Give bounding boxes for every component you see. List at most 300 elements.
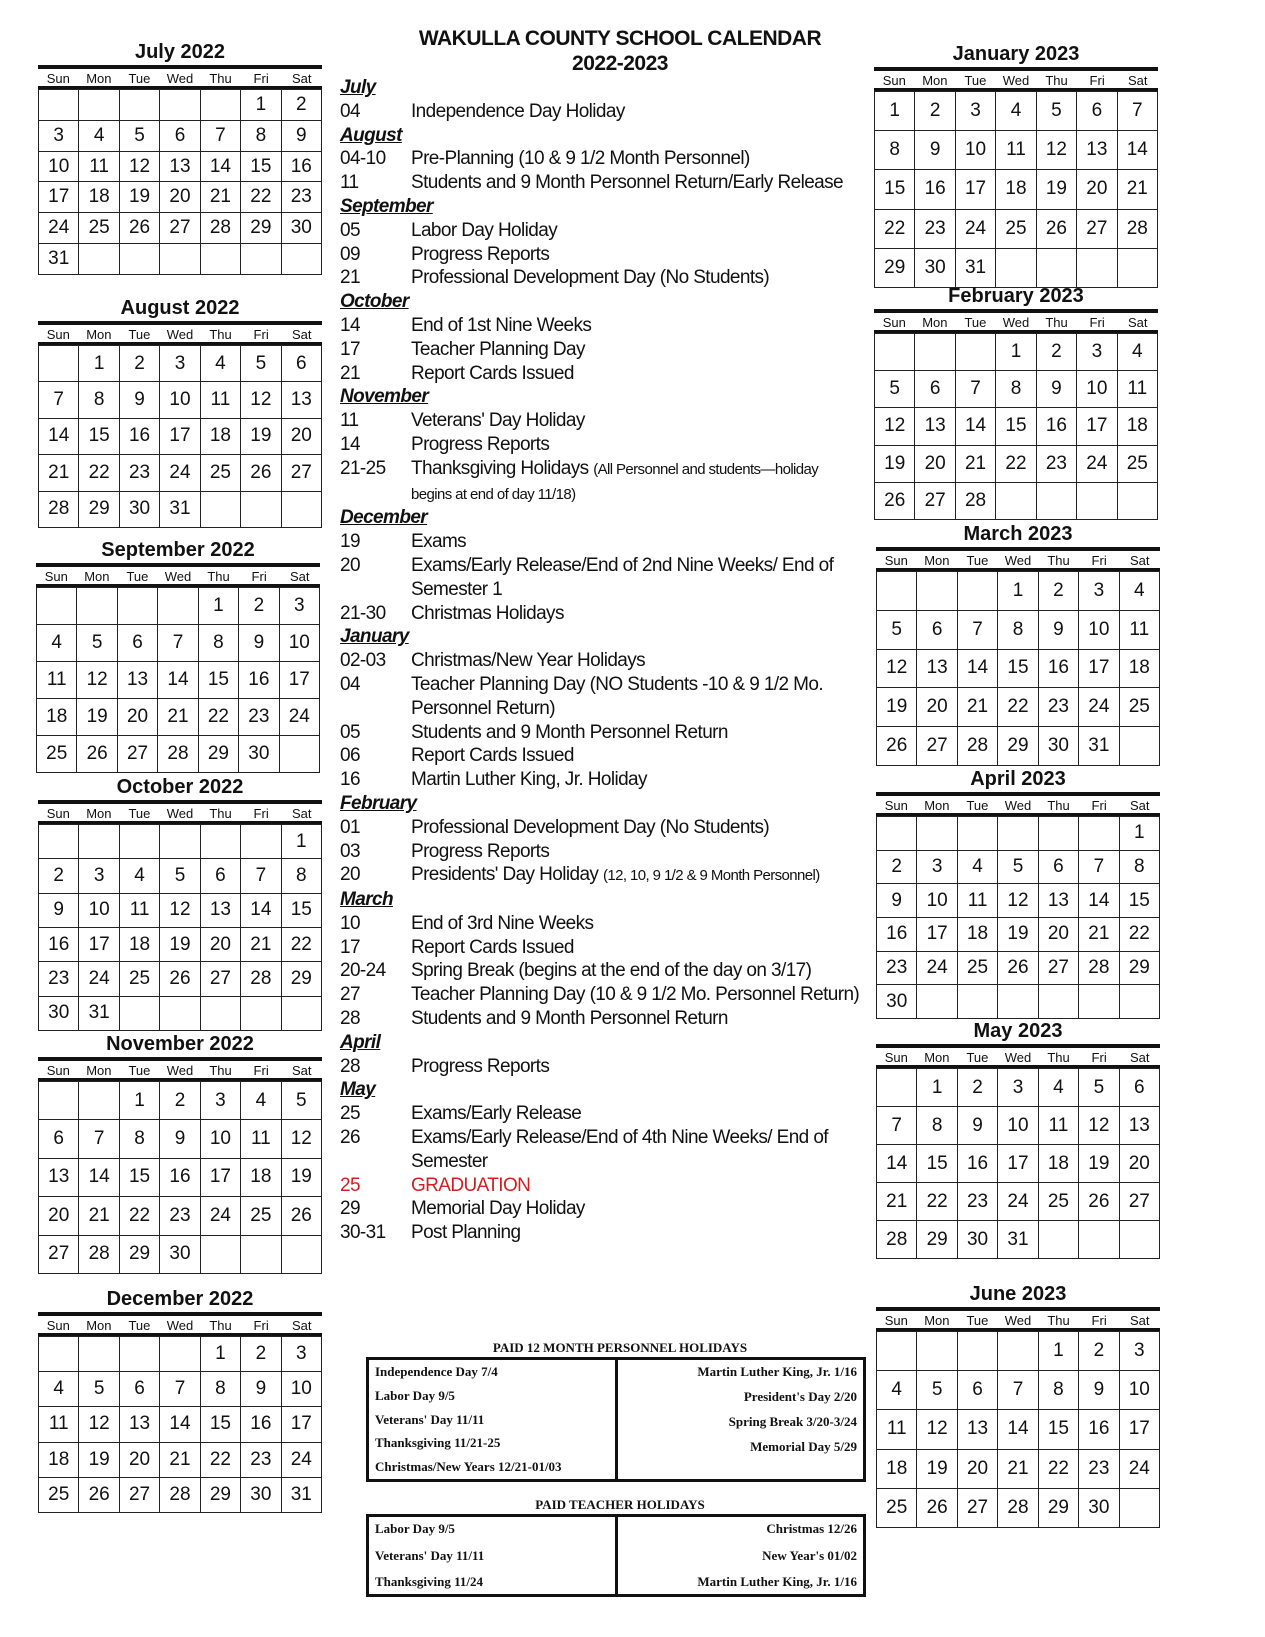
day-cell xyxy=(917,817,957,851)
day-cell: 19 xyxy=(120,182,160,213)
event-description xyxy=(411,338,585,362)
day-cell: 8 xyxy=(120,1120,160,1158)
day-cell: 23 xyxy=(1079,1450,1119,1489)
day-cell xyxy=(79,1337,119,1372)
weekday-label: Fri xyxy=(1091,1313,1107,1328)
weekday-label: Sun xyxy=(46,1318,70,1333)
month-calendar xyxy=(874,284,1158,520)
day-cell: 24 xyxy=(1079,688,1119,727)
day-cell: 12 xyxy=(998,884,1038,918)
day-cell xyxy=(917,985,957,1019)
event-description xyxy=(411,721,728,745)
day-cell xyxy=(241,492,281,528)
event-text: Report Cards Issued xyxy=(411,936,574,958)
month-title: January 2023 xyxy=(952,43,1080,65)
event-description xyxy=(411,959,811,983)
day-cell: 26 xyxy=(917,1489,957,1528)
weekday-header xyxy=(874,313,1158,333)
weekday-label: Sat xyxy=(291,1318,312,1333)
event-description xyxy=(411,314,591,338)
event-date: 27 xyxy=(340,984,360,1006)
day-cell: 6 xyxy=(282,346,322,382)
event-month-heading: January xyxy=(340,626,409,648)
holiday-item: Labor Day 9/5 xyxy=(375,1521,455,1536)
day-cell: 28 xyxy=(1079,952,1119,986)
event-description xyxy=(411,840,549,864)
day-cell: 12 xyxy=(120,152,160,183)
event-text: Professional Development Day (No Students) xyxy=(411,267,770,289)
weekday-label: Fri xyxy=(1089,73,1105,88)
day-cell: 24 xyxy=(201,1197,241,1235)
weekday-label: Tue xyxy=(966,1313,989,1328)
day-cell: 28 xyxy=(79,1236,119,1274)
day-cell: 23 xyxy=(282,182,322,213)
weekday-label: Mon xyxy=(924,553,950,568)
event-text: End of 3rd Nine Weeks xyxy=(411,912,594,934)
weekday-label: Tue xyxy=(128,1318,151,1333)
personnel-holidays-title: PAID 12 MONTH PERSONNEL HOLIDAYS xyxy=(492,1340,748,1355)
event-item xyxy=(340,959,860,983)
weekday-label: Sat xyxy=(289,569,310,584)
event-item xyxy=(340,266,860,290)
day-cell: 7 xyxy=(158,625,198,662)
day-cell: 22 xyxy=(241,182,281,213)
day-cell: 5 xyxy=(1037,92,1077,131)
day-cell xyxy=(998,1332,1038,1371)
event-text: Students and 9 Month Personnel Return xyxy=(411,1008,728,1030)
weekday-label: Wed xyxy=(166,327,194,342)
event-text: Students and 9 Month Personnel Return xyxy=(411,721,728,743)
day-cell: 24 xyxy=(39,213,79,244)
weekday-label: Thu xyxy=(1045,73,1068,88)
event-description xyxy=(411,602,564,626)
day-cell: 14 xyxy=(241,894,281,928)
month-calendar xyxy=(38,1032,322,1274)
weekday-label: Fri xyxy=(253,1318,269,1333)
day-cell: 1 xyxy=(996,334,1036,371)
day-cell: 18 xyxy=(958,918,998,952)
day-cell: 23 xyxy=(877,952,917,986)
day-cell: 24 xyxy=(998,1183,1038,1221)
day-cell xyxy=(1079,1221,1119,1259)
month-title: August 2022 xyxy=(120,297,240,319)
day-cell: 15 xyxy=(1039,1410,1079,1449)
day-cell: 6 xyxy=(1120,1069,1160,1107)
holiday-item: Thanksgiving 11/24 xyxy=(375,1574,484,1589)
weekday-label: Wed xyxy=(166,1318,194,1333)
weekday-label: Mon xyxy=(922,315,948,330)
day-cell: 7 xyxy=(160,1372,200,1407)
day-cell xyxy=(201,492,241,528)
event-item xyxy=(340,840,860,864)
day-cell: 2 xyxy=(915,92,955,131)
day-cell: 9 xyxy=(877,884,917,918)
day-cell: 12 xyxy=(282,1120,322,1158)
day-cell: 24 xyxy=(160,455,200,491)
day-cell: 29 xyxy=(201,1478,241,1513)
day-cell: 21 xyxy=(998,1450,1038,1489)
event-date: 21-25 xyxy=(340,457,386,479)
day-cell: 23 xyxy=(958,1183,998,1221)
day-cell: 13 xyxy=(917,650,957,689)
event-item xyxy=(340,936,860,960)
day-cell: 8 xyxy=(1039,1371,1079,1410)
day-cell: 10 xyxy=(201,1120,241,1158)
day-cell: 24 xyxy=(79,962,119,996)
event-item xyxy=(340,744,860,768)
day-cell: 9 xyxy=(160,1120,200,1158)
day-cell: 28 xyxy=(39,492,79,528)
weekday-label: Sun xyxy=(46,1063,70,1078)
day-cell: 8 xyxy=(241,121,281,152)
day-cell: 20 xyxy=(1077,170,1117,209)
day-cell: 1 xyxy=(241,90,281,121)
day-cell: 15 xyxy=(1120,884,1160,918)
event-item xyxy=(340,1197,860,1221)
weekday-label: Tue xyxy=(964,315,987,330)
day-cell: 29 xyxy=(1120,952,1160,986)
day-cell xyxy=(1039,985,1079,1019)
day-cell: 16 xyxy=(120,419,160,455)
day-cell: 10 xyxy=(1079,611,1119,650)
weekday-label: Sat xyxy=(1129,1050,1150,1065)
day-cell: 17 xyxy=(998,1145,1038,1183)
month-title: October 2022 xyxy=(116,776,244,798)
day-cell: 14 xyxy=(956,408,996,445)
day-cell xyxy=(120,825,160,859)
weekday-label: Fri xyxy=(1091,798,1107,813)
day-cell: 3 xyxy=(1077,334,1117,371)
day-cell: 9 xyxy=(120,382,160,418)
event-date: 25 xyxy=(340,1103,360,1125)
event-date: 21-30 xyxy=(340,602,386,624)
day-cell: 19 xyxy=(875,446,915,483)
event-date: 17 xyxy=(340,936,360,958)
day-cell: 26 xyxy=(160,962,200,996)
day-cell: 16 xyxy=(1037,408,1077,445)
day-cell: 9 xyxy=(915,131,955,170)
personnel-holidays-box xyxy=(366,1357,866,1482)
holiday-item: Martin Luther King, Jr. 1/16 xyxy=(697,1574,857,1589)
day-cell: 6 xyxy=(958,1371,998,1410)
event-text: Report Cards Issued xyxy=(411,362,574,384)
weekday-label: Thu xyxy=(207,569,230,584)
holiday-item: Christmas/New Years 12/21-01/03 xyxy=(375,1459,562,1474)
day-cell: 16 xyxy=(241,1407,281,1442)
day-cell: 2 xyxy=(958,1069,998,1107)
holiday-item: Thanksgiving 11/21-25 xyxy=(375,1435,501,1451)
event-text: Report Cards Issued xyxy=(411,745,574,767)
day-cell: 4 xyxy=(1039,1069,1079,1107)
day-cell: 4 xyxy=(1118,334,1158,371)
day-cell: 10 xyxy=(280,625,320,662)
school-year: 2022-2023 xyxy=(572,52,668,75)
event-date: 20-24 xyxy=(340,960,386,982)
day-cell: 30 xyxy=(1079,1489,1119,1528)
day-cell: 2 xyxy=(1079,1332,1119,1371)
event-month-heading: December xyxy=(340,507,428,529)
holiday-item: Spring Break 3/20-3/24 xyxy=(728,1414,857,1429)
day-cell: 26 xyxy=(1037,210,1077,249)
day-cell: 18 xyxy=(877,1450,917,1489)
day-cell: 7 xyxy=(79,1120,119,1158)
day-cell: 6 xyxy=(118,625,158,662)
day-cell: 20 xyxy=(958,1450,998,1489)
day-cell xyxy=(120,90,160,121)
day-cell: 18 xyxy=(1039,1145,1079,1183)
day-cell xyxy=(241,997,281,1031)
day-cell: 3 xyxy=(917,851,957,885)
day-cell: 25 xyxy=(37,736,77,773)
event-description xyxy=(411,1221,520,1245)
event-item xyxy=(340,602,860,626)
day-cell: 25 xyxy=(877,1489,917,1528)
day-cell: 6 xyxy=(915,371,955,408)
weekday-label: Tue xyxy=(128,1063,151,1078)
day-cell: 22 xyxy=(998,688,1038,727)
event-description xyxy=(411,1126,860,1174)
day-cell: 3 xyxy=(201,1082,241,1120)
day-cell: 30 xyxy=(282,213,322,244)
event-text: Independence Day Holiday xyxy=(411,100,625,122)
event-description xyxy=(411,100,625,124)
day-cell xyxy=(241,1236,281,1274)
day-cell xyxy=(201,997,241,1031)
day-cell: 27 xyxy=(120,1478,160,1513)
weekday-label: Mon xyxy=(924,798,950,813)
holiday-item: Labor Day 9/5 xyxy=(375,1387,455,1403)
day-cell: 12 xyxy=(875,408,915,445)
day-cell: 8 xyxy=(282,859,322,893)
event-text: Progress Reports xyxy=(411,840,550,862)
month-calendar xyxy=(38,296,322,528)
event-date: 30-31 xyxy=(340,1222,386,1244)
weekday-label: Tue xyxy=(126,569,149,584)
event-date: 19 xyxy=(340,531,360,553)
day-cell: 20 xyxy=(118,699,158,736)
day-cell: 30 xyxy=(241,1478,281,1513)
event-item xyxy=(340,1174,860,1198)
day-cell: 8 xyxy=(199,625,239,662)
event-description xyxy=(411,863,820,888)
day-cell: 23 xyxy=(160,1197,200,1235)
day-cell xyxy=(282,1236,322,1274)
day-cell: 7 xyxy=(1079,851,1119,885)
day-cell: 3 xyxy=(282,1337,322,1372)
weekday-label: Tue xyxy=(966,1050,989,1065)
day-cell xyxy=(160,244,200,275)
day-cell: 15 xyxy=(120,1159,160,1197)
event-description xyxy=(411,147,750,171)
event-item xyxy=(340,816,860,840)
event-description xyxy=(411,219,557,243)
month-calendar xyxy=(36,538,320,773)
day-cell: 1 xyxy=(201,1337,241,1372)
day-cell: 19 xyxy=(917,1450,957,1489)
day-cell: 15 xyxy=(199,662,239,699)
weekday-label: Thu xyxy=(1047,1050,1070,1065)
day-cell: 22 xyxy=(199,699,239,736)
days-grid xyxy=(38,89,322,275)
day-cell: 20 xyxy=(120,1443,160,1478)
event-item xyxy=(340,409,860,433)
event-item xyxy=(340,1221,860,1245)
day-cell: 25 xyxy=(1120,688,1160,727)
day-cell: 24 xyxy=(1077,446,1117,483)
weekday-header xyxy=(38,1316,322,1336)
day-cell: 29 xyxy=(282,962,322,996)
day-cell xyxy=(241,244,281,275)
event-description xyxy=(411,983,859,1007)
weekday-label: Mon xyxy=(86,327,112,342)
day-cell: 28 xyxy=(160,1478,200,1513)
day-cell: 2 xyxy=(282,90,322,121)
day-cell: 18 xyxy=(996,170,1036,209)
day-cell xyxy=(996,483,1036,520)
weekday-label: Mon xyxy=(84,569,110,584)
day-cell: 11 xyxy=(241,1120,281,1158)
day-cell: 28 xyxy=(877,1221,917,1259)
day-cell: 1 xyxy=(282,825,322,859)
day-cell: 15 xyxy=(241,152,281,183)
weekday-label: Sat xyxy=(1129,798,1150,813)
event-text: Presidents' Day Holiday xyxy=(411,864,599,886)
day-cell: 10 xyxy=(1120,1371,1160,1410)
day-cell: 16 xyxy=(958,1145,998,1183)
day-cell xyxy=(201,244,241,275)
day-cell: 31 xyxy=(160,492,200,528)
day-cell: 11 xyxy=(1039,1107,1079,1145)
event-month-heading: September xyxy=(340,195,433,217)
month-calendar xyxy=(876,522,1160,766)
day-cell: 23 xyxy=(1037,446,1077,483)
day-cell: 13 xyxy=(1039,884,1079,918)
events-list xyxy=(340,76,860,1245)
day-cell: 25 xyxy=(79,213,119,244)
day-cell xyxy=(1120,1489,1160,1528)
day-cell: 22 xyxy=(875,210,915,249)
day-cell: 8 xyxy=(998,611,1038,650)
day-cell: 5 xyxy=(282,1082,322,1120)
day-cell: 11 xyxy=(120,894,160,928)
day-cell: 28 xyxy=(956,483,996,520)
event-text: Thanksgiving Holidays xyxy=(411,457,589,479)
day-cell xyxy=(1118,249,1158,288)
day-cell: 11 xyxy=(1120,611,1160,650)
event-text: Exams/Early Release/End of 4th Nine Weeks/ End of Semester xyxy=(411,1127,828,1172)
day-cell: 11 xyxy=(958,884,998,918)
weekday-label: Sun xyxy=(46,327,70,342)
weekday-label: Mon xyxy=(86,1318,112,1333)
day-cell: 8 xyxy=(917,1107,957,1145)
weekday-label: Mon xyxy=(922,73,948,88)
event-date: 11 xyxy=(340,410,359,432)
calendar-header xyxy=(350,26,890,76)
day-cell: 23 xyxy=(1039,688,1079,727)
month-calendar xyxy=(38,775,322,1031)
day-cell xyxy=(79,244,119,275)
weekday-label: Sun xyxy=(884,1050,908,1065)
event-date: 29 xyxy=(340,1198,360,1220)
day-cell: 14 xyxy=(1079,884,1119,918)
day-cell: 21 xyxy=(160,1443,200,1478)
day-cell: 2 xyxy=(1037,334,1077,371)
day-cell: 5 xyxy=(120,121,160,152)
day-cell: 16 xyxy=(282,152,322,183)
day-cell: 9 xyxy=(1039,611,1079,650)
day-cell: 31 xyxy=(79,997,119,1031)
day-cell: 11 xyxy=(201,382,241,418)
event-text: Pre-Planning (10 & 9 1/2 Month Personnel) xyxy=(411,148,750,170)
day-cell: 22 xyxy=(79,455,119,491)
event-description xyxy=(411,1055,549,1079)
day-cell xyxy=(160,997,200,1031)
day-cell: 14 xyxy=(79,1159,119,1197)
event-text: Progress Reports xyxy=(411,1055,550,1077)
day-cell: 2 xyxy=(877,851,917,885)
day-cell: 15 xyxy=(875,170,915,209)
day-cell: 6 xyxy=(160,121,200,152)
event-month-heading: October xyxy=(340,291,409,313)
weekday-label: Thu xyxy=(209,1318,232,1333)
day-cell: 13 xyxy=(915,408,955,445)
event-item xyxy=(340,171,860,195)
holiday-item: Veterans' Day 11/11 xyxy=(375,1547,485,1563)
day-cell: 11 xyxy=(996,131,1036,170)
day-cell: 13 xyxy=(1120,1107,1160,1145)
day-cell xyxy=(1077,249,1117,288)
event-note: (12, 10, 9 1/2 & 9 Month Personnel) xyxy=(603,867,820,885)
day-cell xyxy=(915,334,955,371)
day-cell: 21 xyxy=(39,455,79,491)
day-cell xyxy=(158,588,198,625)
day-cell: 31 xyxy=(39,244,79,275)
day-cell xyxy=(160,1337,200,1372)
day-cell xyxy=(37,588,77,625)
day-cell: 25 xyxy=(241,1197,281,1235)
day-cell: 4 xyxy=(958,851,998,885)
weekday-label: Thu xyxy=(209,327,232,342)
event-text: Progress Reports xyxy=(411,243,550,265)
day-cell: 4 xyxy=(79,121,119,152)
day-cell: 14 xyxy=(158,662,198,699)
holiday-item: Christmas 12/26 xyxy=(766,1521,857,1536)
event-date: 20 xyxy=(340,864,360,886)
day-cell: 10 xyxy=(79,894,119,928)
day-cell: 17 xyxy=(39,182,79,213)
day-cell: 3 xyxy=(280,588,320,625)
month-title: March 2023 xyxy=(963,523,1073,545)
day-cell: 4 xyxy=(241,1082,281,1120)
day-cell: 24 xyxy=(917,952,957,986)
day-cell: 29 xyxy=(917,1221,957,1259)
weekday-label: Wed xyxy=(1004,798,1032,813)
day-cell xyxy=(120,997,160,1031)
day-cell xyxy=(998,985,1038,1019)
event-date: 04 xyxy=(340,100,360,122)
day-cell: 30 xyxy=(39,997,79,1031)
day-cell: 26 xyxy=(875,483,915,520)
day-cell: 7 xyxy=(877,1107,917,1145)
day-cell: 18 xyxy=(120,928,160,962)
day-cell: 31 xyxy=(998,1221,1038,1259)
weekday-header xyxy=(876,796,1160,816)
day-cell: 17 xyxy=(79,928,119,962)
day-cell: 21 xyxy=(877,1183,917,1221)
day-cell: 26 xyxy=(282,1197,322,1235)
day-cell: 9 xyxy=(1037,371,1077,408)
day-cell: 18 xyxy=(1118,408,1158,445)
